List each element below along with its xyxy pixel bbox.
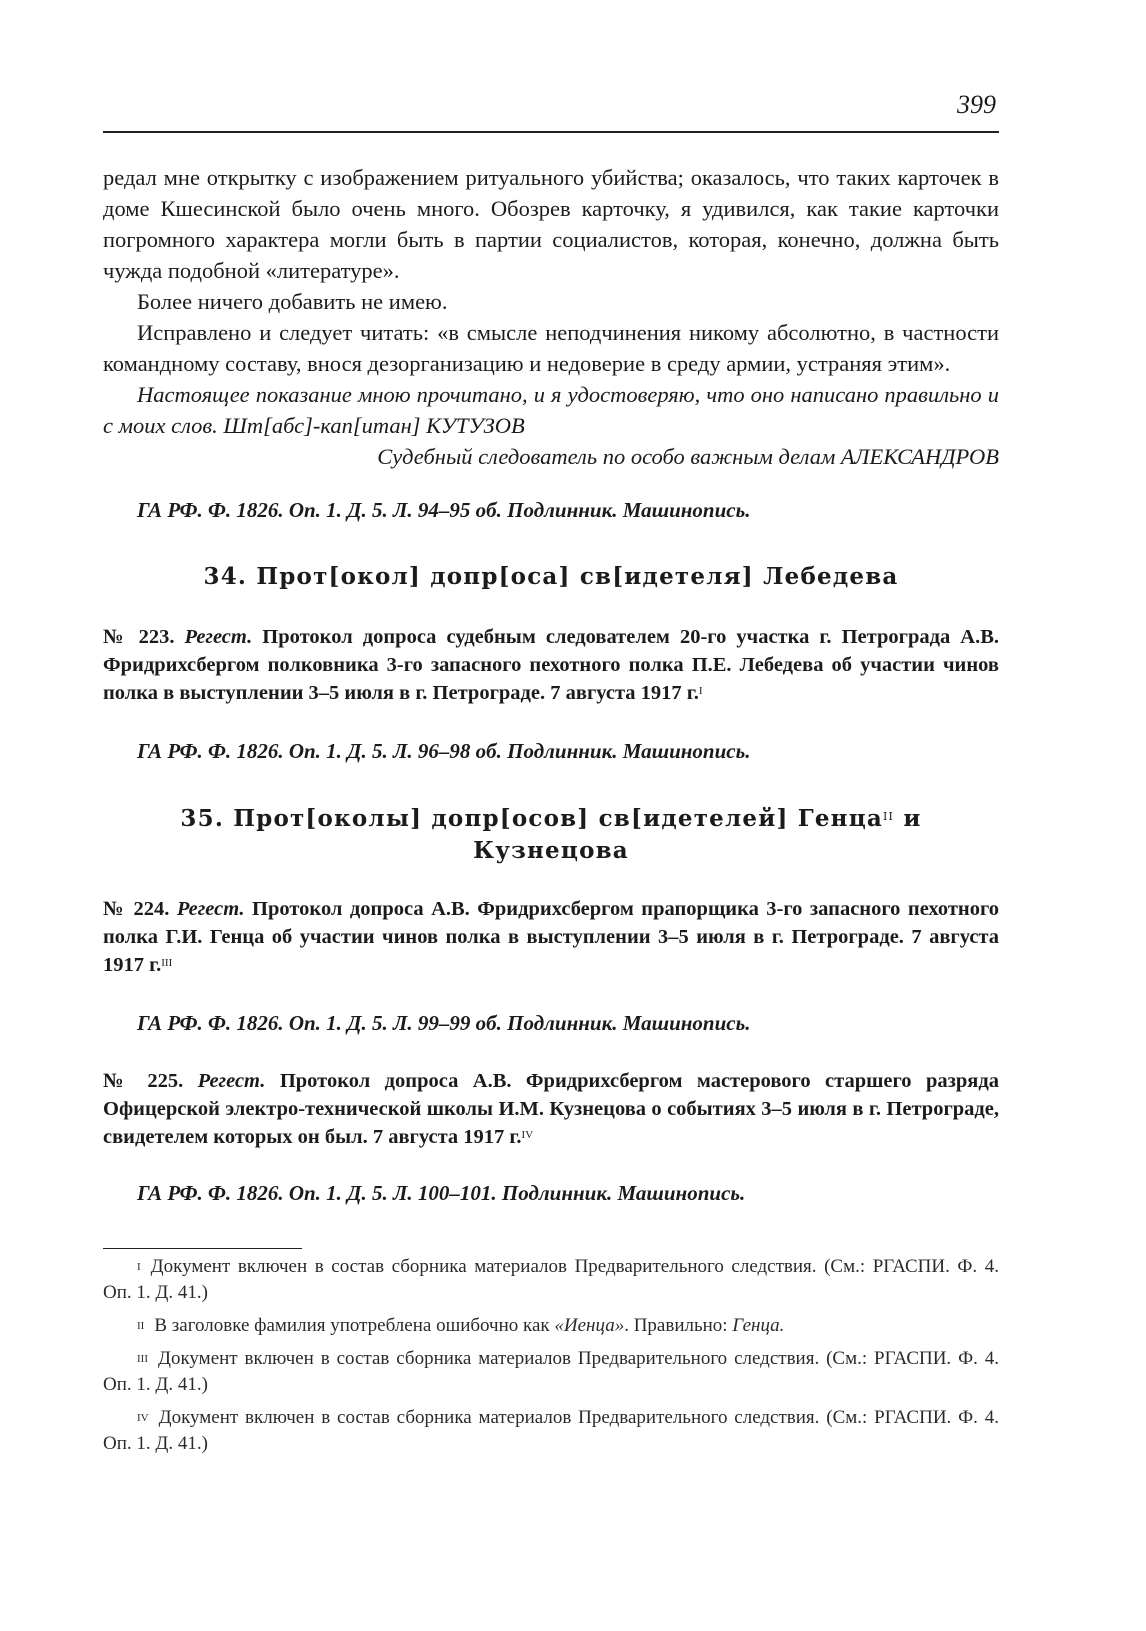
footnote-text: Документ включен в состав сборника материалов Предварительного следствия. (См.: РГАСПИ. Ф. 4. Оп. 1. Д. 41.) — [103, 1348, 999, 1395]
footnote-rule — [103, 1248, 302, 1249]
regest-number: № 224. — [103, 898, 170, 920]
archive-reference-3: ГА РФ. Ф. 1826. Оп. 1. Д. 5. Л. 99–99 об. Подлинник. Машинопись. — [137, 1011, 751, 1035]
footnotes — [103, 1254, 999, 1464]
regest-label: Регест. — [176, 898, 245, 920]
footnote-text: В заголовке фамилия употреблена ошибочно как — [154, 1315, 555, 1336]
section-35-heading-a: 35. Прот[околы] допр[осов] св[идетелей] Генца — [180, 805, 884, 832]
paragraph-1: редал мне открытку с изображением ритуального убийства; оказалось, что таких карточек в доме Кшесинской было очень много. Обозрев карточку, я удивился, как такие карточки погромного характера могли быть в партии социалистов, которая, конечно, должна быть чужда подобной «литературе». — [103, 165, 999, 283]
footnote-text-italic: «Иенца» — [554, 1315, 625, 1336]
paragraph-3: Исправлено и следует читать: «в смысле неподчинения никому абсолютно, в частности командному составу, внося дезорганизацию и недоверие в среду армии, устраняя этим». — [103, 320, 999, 376]
footnote-3 — [103, 1346, 999, 1398]
page-content — [103, 162, 999, 1207]
header-rule — [103, 131, 999, 133]
body-text — [103, 162, 999, 472]
section-35-heading-b: и Кузнецова — [473, 805, 922, 864]
footnote-text: Документ включен в состав сборника материалов Предварительного следствия. (См.: РГАСПИ. Ф. 4. Оп. 1. Д. 41.) — [103, 1256, 999, 1303]
regest-223 — [103, 623, 999, 707]
footnote-mark: IV — [137, 1412, 149, 1424]
footnote-1 — [103, 1254, 999, 1306]
footnote-ref-2[interactable]: II — [883, 810, 895, 823]
regest-224 — [103, 895, 999, 979]
footnote-text: Документ включен в состав сборника материалов Предварительного следствия. (См.: РГАСПИ. Ф. 4. Оп. 1. Д. 41.) — [103, 1407, 999, 1454]
section-35-heading — [103, 803, 999, 867]
regest-225 — [103, 1067, 999, 1151]
page-number: 399 — [957, 90, 996, 119]
footnote-text-italic: Генца. — [732, 1315, 785, 1336]
footnote-4 — [103, 1405, 999, 1457]
footnote-text: . Правильно: — [624, 1315, 733, 1336]
paragraph-2: Более ничего добавить не имею. — [137, 289, 448, 314]
archive-reference-2: ГА РФ. Ф. 1826. Оп. 1. Д. 5. Л. 96–98 об. Подлинник. Машинопись. — [137, 739, 751, 763]
regest-number: № 223. — [103, 626, 175, 648]
footnote-ref-1[interactable]: I — [698, 685, 703, 697]
footnote-mark: III — [137, 1353, 148, 1365]
regest-number: № 225. — [103, 1070, 184, 1092]
footnote-2 — [103, 1313, 999, 1339]
footnote-ref-4[interactable]: IV — [521, 1129, 534, 1141]
regest-text: Протокол допроса А.В. Фридрихсбергом мастерового старшего разряда Офицерской электро-технической школы И.М. Кузнецова о событиях 3–5 июля в г. Петрограде, свидетелем которых он был. 7 августа 1917 г. — [103, 1070, 999, 1148]
regest-text: Протокол допроса А.В. Фридрихсбергом прапорщика 3-го запасного пехотного полка Г.И. Генца об участии чинов полка в выступлении 3–5 июля в г. Петрограде. 7 августа 1917 г. — [103, 898, 1000, 976]
section-34-heading: 34. Прот[окол] допр[оса] св[идетеля] Лебедева — [203, 563, 899, 590]
footnote-ref-3[interactable]: III — [161, 957, 173, 969]
archive-reference-1: ГА РФ. Ф. 1826. Оп. 1. Д. 5. Л. 94–95 об. Подлинник. Машинопись. — [137, 498, 751, 522]
archive-reference-4: ГА РФ. Ф. 1826. Оп. 1. Д. 5. Л. 100–101. Подлинник. Машинопись. — [137, 1181, 746, 1205]
regest-text: Протокол допроса судебным следователем 20-го участка г. Петрограда А.В. Фридрихсбергом полковника 3-го запасного пехотного полка П.Е. Лебедева об участии чинов полка в выступлении 3–5 июля в г. Петрограде. 7 августа 1917 г. — [103, 626, 999, 704]
paragraph-4: Настоящее показание мною прочитано, и я удостоверяю, что оно написано правильно и с моих слов. Шт[абс]-кап[итан] КУТУЗОВ — [103, 382, 999, 438]
signature-line: Судебный следователь по особо важным делам АЛЕКСАНДРОВ — [377, 444, 999, 469]
footnote-mark: II — [137, 1320, 145, 1332]
regest-label: Регест. — [184, 626, 253, 648]
footnote-mark: I — [137, 1261, 141, 1273]
regest-label: Регест. — [197, 1070, 266, 1092]
